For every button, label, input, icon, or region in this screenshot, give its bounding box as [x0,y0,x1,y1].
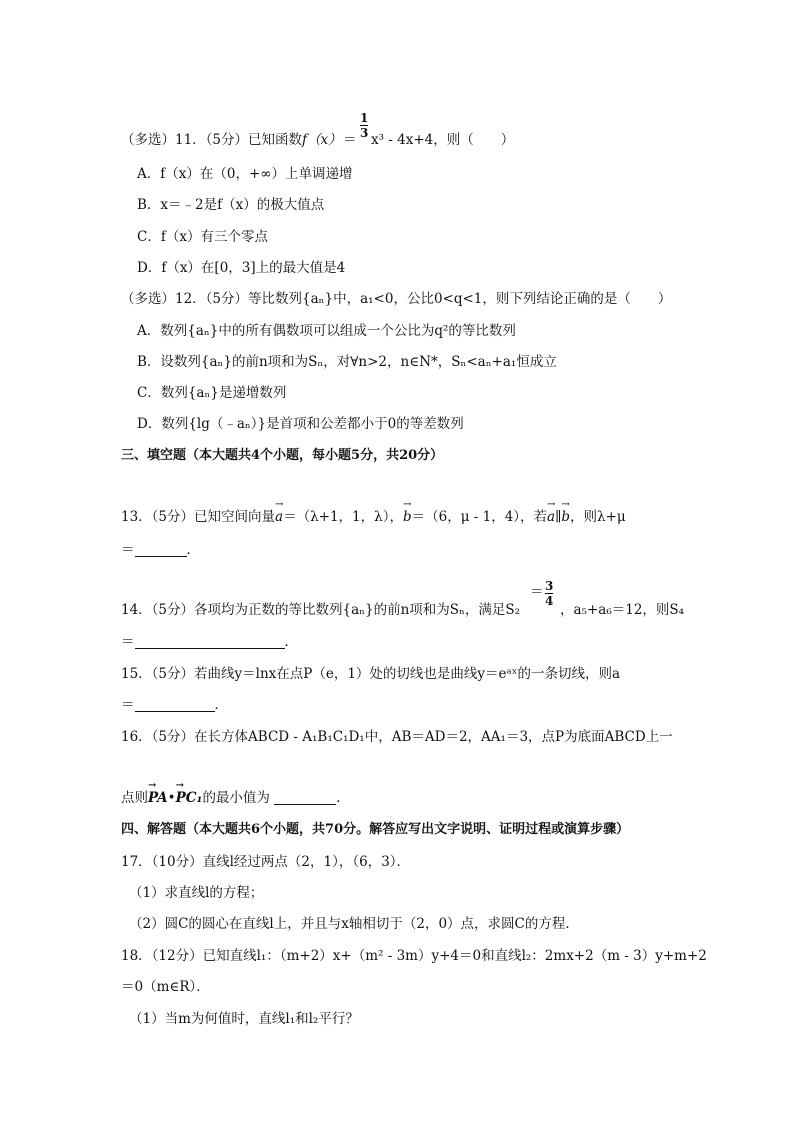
q11-option-d: D．f（x）在[0，3]上的最大值是4 [137,260,346,276]
vector-b: → b [403,507,412,527]
q12-stem: （多选）12．（5分）等比数列{aₙ}中，a₁<0，公比0<q<1，则下列结论正确的是（ ） [121,291,672,307]
q12-option-c: C．数列{aₙ}是递增数列 [137,385,287,401]
vector-pa: → PA [148,788,168,808]
q11-stem: （多选）11．（5分）已知函数f（x） [121,132,342,148]
q11-fx: f（x） [302,132,342,148]
q14-answer-blank[interactable] [135,634,285,649]
q11-eq: ＝ [343,132,357,148]
q16-answer-blank[interactable] [274,790,336,805]
q16-stem: 16．（5分）在长方体ABCD - A₁B₁C₁D₁中，AB＝AD＝2，AA₁＝3，点P为底面ABCD上一 [121,729,673,745]
q17-sub1: （1）求直线l的方程； [129,885,264,901]
q17-sub2: （2）圆C的圆心在直线l上，并且与x轴相切于（2，0）点，求圆C的方程． [129,916,579,932]
q11-option-b: B．x＝﹣2是f（x）的极大值点 [137,197,325,213]
q15-answer-blank[interactable] [135,697,215,712]
q11-fraction: 1 3 [360,111,369,140]
q18-sub1: （1）当m为何值时，直线l₁和l₂平行？ [129,1011,359,1027]
vector-a-2: → a [547,507,555,527]
q12-option-a: A．数列{aₙ}中的所有偶数项可以组成一个公比为q²的等比数列 [137,323,516,339]
q13-answer-blank[interactable] [135,542,187,557]
q16-answer-line: 点则→ PA•→ PC₁的最小值为 ． [121,788,350,808]
q12-option-d: D．数列{lg（﹣aₙ）}是首项和公差都小于0的等差数列 [137,416,464,432]
parallel-symbol: ∥ [555,509,562,525]
q14-stem-part2: ，a₅+a₆＝12，则S₄ [560,602,685,618]
q18-stem-line2: ＝0（m∈R）． [121,979,210,995]
q17-stem: 17．（10分）直线l经过两点（2，1），（6，3）． [121,854,411,870]
section-fill-in-heading: 三、填空题（本大题共4个小题，每小题5分，共20分） [121,448,444,463]
q14-answer-line: ＝ ． [121,634,298,650]
q12-option-b: B．设数列{aₙ}的前n项和为Sₙ，对∀n>2，n∈N*，Sₙ<aₙ+a₁恒成立 [137,354,557,370]
q15-answer-line: ＝ ． [121,697,228,713]
q11-option-c: C．f（x）有三个零点 [137,229,268,245]
q13-stem: 13．（5分）已知空间向量→ a＝（λ+1，1，λ），→ b＝（6，μ - 1，4），若→ a∥→ b，则λ+μ [121,507,626,527]
q14-fraction: 3 4 [545,579,554,608]
q15-stem: 15．（5分）若曲线y＝lnx在点P（e，1）处的切线也是曲线y＝eᵃˣ的一条切线，则a [121,666,621,682]
q18-stem: 18．（12分）已知直线l₁：（m+2）x+（m² - 3m）y+4＝0和直线l₂：2mx+2（m - 3）y+m+2 [121,948,707,964]
q14-eq: ＝ [530,584,544,600]
q14-stem-part1: 14．（5分）各项均为正数的等比数列{aₙ}的前n项和为Sₙ，满足S₂ [121,602,521,618]
vector-a: → a [275,507,283,527]
q11-expr: x³ - 4x+4，则（ ） [371,132,515,148]
vector-pc1: → PC₁ [176,788,203,808]
section-solutions-heading: 四、解答题（本大题共6个小题，共70分。解答应写出文字说明、证明过程或演算步骤） [121,822,630,837]
q13-answer-line: ＝ ． [121,542,200,558]
q11-option-a: A．f（x）在（0，+∞）上单调递增 [137,166,353,182]
vector-b-2: → b [561,507,570,527]
